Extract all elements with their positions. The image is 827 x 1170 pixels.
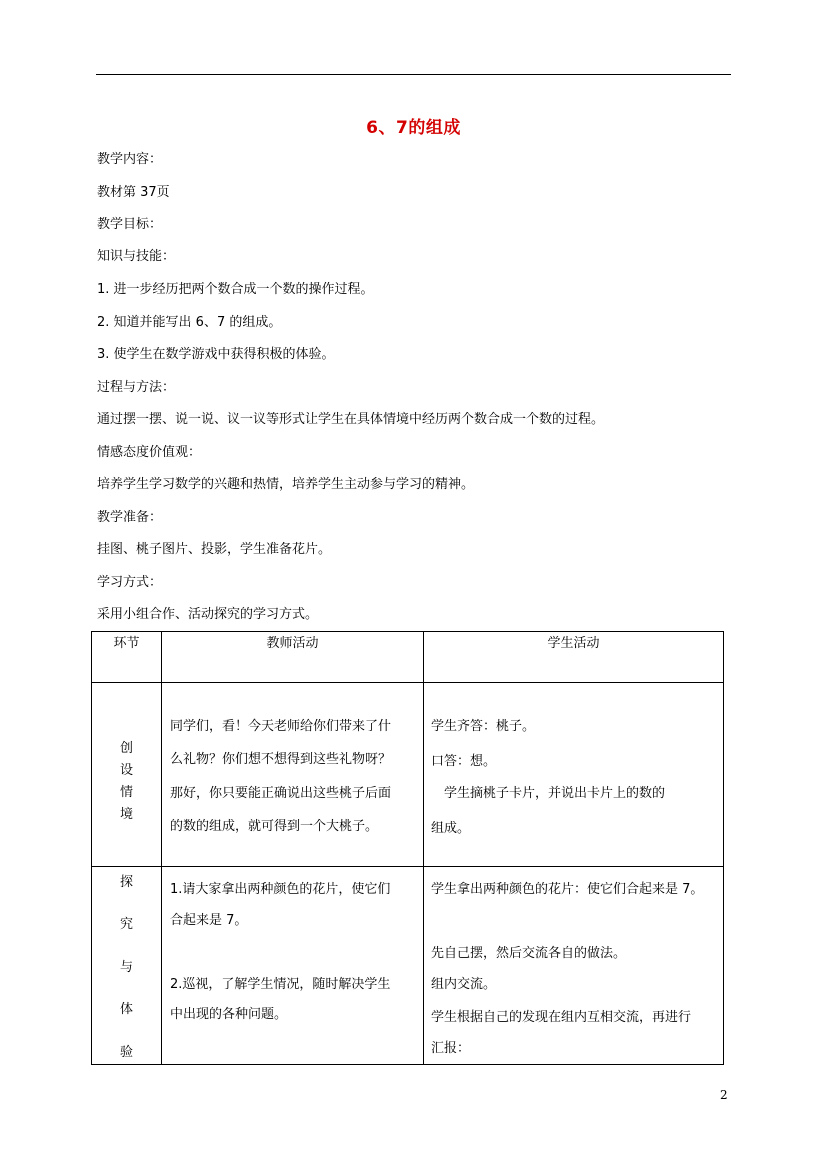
page-title: 6、7的组成 — [366, 118, 461, 138]
goal-item-2: 2. 知道并能写出 6、7 的组成。 — [97, 315, 282, 330]
stage-char: 情 — [119, 785, 133, 800]
stage-char: 探 — [119, 875, 133, 890]
method-text: 采用小组合作、活动探究的学习方式。 — [97, 607, 319, 622]
prep-text: 挂图、桃子图片、投影，学生准备花片。 — [97, 542, 332, 557]
table-row — [92, 867, 724, 1065]
teacher-line: 1.请大家拿出两种颜色的花片，使它们 — [170, 882, 391, 897]
values-text: 培养学生学习数学的兴趣和热情，培养学生主动参与学习的精神。 — [97, 477, 475, 492]
teacher-line: 那好，你只要能正确说出这些桃子后面 — [170, 786, 392, 801]
page-number: 2 — [720, 1088, 728, 1102]
teacher-cell — [162, 867, 424, 1065]
student-line: 口答：想。 — [431, 754, 497, 769]
stage-char: 创 — [119, 741, 133, 756]
section-label-knowledge: 知识与技能： — [97, 249, 176, 264]
stage-char: 境 — [119, 807, 133, 822]
student-line: 组成。 — [431, 821, 471, 836]
teacher-line: 中出现的各种问题。 — [170, 1007, 288, 1022]
section-label-method: 学习方式： — [97, 575, 163, 590]
section-label-content: 教学内容： — [97, 152, 163, 167]
stage-char: 与 — [119, 960, 133, 975]
header-rule — [96, 74, 731, 75]
stage-char: 究 — [119, 917, 133, 932]
student-cell — [424, 683, 724, 867]
stage-char: 设 — [119, 763, 133, 778]
stage-cell — [92, 867, 162, 1065]
table-row — [92, 683, 724, 867]
textbook-page: 教材第 37页 — [97, 185, 170, 200]
student-line: 学生根据自己的发现在组内互相交流，再进行 — [431, 1010, 692, 1025]
header-student: 学生活动 — [424, 632, 724, 683]
teacher-line: 2.巡视，了解学生情况，随时解决学生 — [170, 977, 391, 992]
stage-char: 验 — [119, 1045, 133, 1060]
teacher-line: 同学们，看！今天老师给你们带来了什 — [170, 719, 392, 734]
lesson-table — [91, 631, 724, 1065]
process-text: 通过摆一摆、说一说、议一议等形式让学生在具体情境中经历两个数合成一个数的过程。 — [97, 412, 605, 427]
section-label-values: 情感态度价值观： — [97, 445, 202, 460]
section-label-prep: 教学准备： — [97, 510, 163, 525]
stage-cell — [92, 683, 162, 867]
teacher-line: 的数的组成，就可得到一个大桃子。 — [170, 819, 379, 834]
goal-item-3: 3. 使学生在数学游戏中获得积极的体验。 — [97, 347, 335, 362]
section-label-goals: 教学目标： — [97, 217, 163, 232]
student-line: 学生摘桃子卡片，并说出卡片上的数的 — [431, 786, 666, 801]
stage-char: 体 — [119, 1002, 133, 1017]
student-line: 学生拿出两种颜色的花片：使它们合起来是 7。 — [431, 882, 704, 897]
student-line: 组内交流。 — [431, 977, 497, 992]
header-teacher: 教师活动 — [162, 632, 424, 683]
student-line: 先自己摆，然后交流各自的做法。 — [431, 946, 627, 961]
goal-item-1: 1. 进一步经历把两个数合成一个数的操作过程。 — [97, 282, 374, 297]
teacher-cell — [162, 683, 424, 867]
student-line: 汇报： — [431, 1041, 471, 1056]
table-header-row — [92, 632, 724, 683]
student-cell — [424, 867, 724, 1065]
section-label-process: 过程与方法： — [97, 380, 176, 395]
teacher-line: 么礼物？你们想不想得到这些礼物呀？ — [170, 752, 392, 767]
student-line: 学生齐答：桃子。 — [431, 719, 536, 734]
header-stage: 环节 — [92, 632, 162, 683]
teacher-line: 合起来是 7。 — [170, 913, 248, 928]
